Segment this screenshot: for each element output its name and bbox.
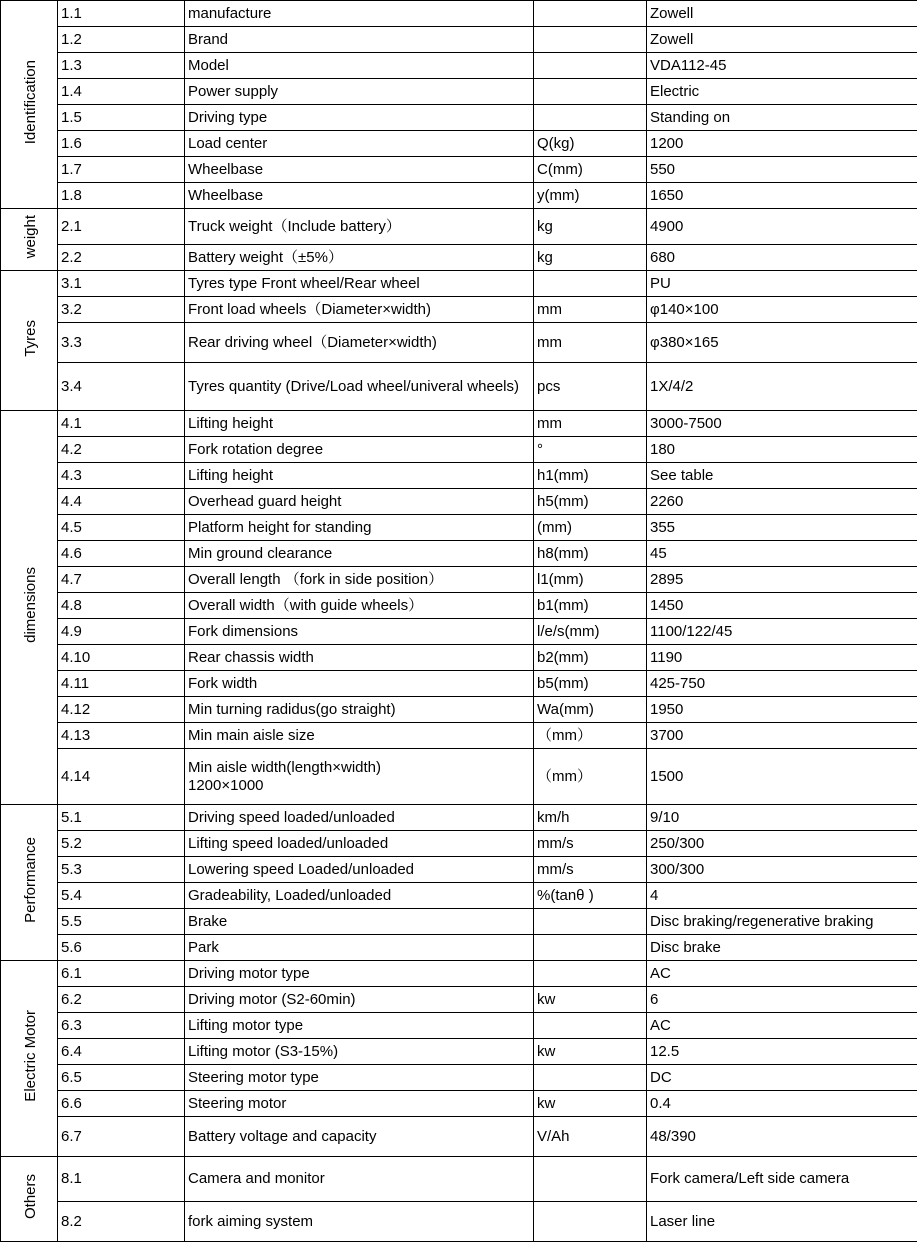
section-label: Others bbox=[21, 1173, 39, 1219]
item-name-cell: Lifting speed loaded/unloaded bbox=[185, 831, 534, 857]
row-number-cell: 3.2 bbox=[58, 297, 185, 323]
item-name-cell: Wheelbase bbox=[185, 183, 534, 209]
item-name-cell: Rear chassis width bbox=[185, 645, 534, 671]
unit-cell: kg bbox=[534, 245, 647, 271]
unit-cell bbox=[534, 53, 647, 79]
value-cell: AC bbox=[647, 961, 917, 987]
section-label: Electric Motor bbox=[21, 1010, 39, 1102]
table-row bbox=[1, 27, 917, 53]
row-number-cell: 4.7 bbox=[58, 567, 185, 593]
table-row bbox=[1, 245, 917, 271]
row-number-cell: 1.8 bbox=[58, 183, 185, 209]
table-row bbox=[1, 697, 917, 723]
value-cell: 12.5 bbox=[647, 1039, 917, 1065]
table-row bbox=[1, 1091, 917, 1117]
row-number-cell: 4.14 bbox=[58, 749, 185, 805]
table-row bbox=[1, 987, 917, 1013]
row-number-cell: 4.13 bbox=[58, 723, 185, 749]
unit-cell bbox=[534, 27, 647, 53]
value-cell: 1500 bbox=[647, 749, 917, 805]
value-cell: VDA112-45 bbox=[647, 53, 917, 79]
section-label-cell bbox=[1, 411, 58, 805]
value-cell: 2895 bbox=[647, 567, 917, 593]
unit-cell: ° bbox=[534, 437, 647, 463]
value-cell: PU bbox=[647, 271, 917, 297]
item-name-cell: Min turning radidus(go straight) bbox=[185, 697, 534, 723]
item-name-cell: Overall length （fork in side position） bbox=[185, 567, 534, 593]
value-cell: Zowell bbox=[647, 27, 917, 53]
item-name-cell: Lowering speed Loaded/unloaded bbox=[185, 857, 534, 883]
item-name-cell: Driving type bbox=[185, 105, 534, 131]
item-name-cell: Fork width bbox=[185, 671, 534, 697]
table-row bbox=[1, 1065, 917, 1091]
table-row bbox=[1, 297, 917, 323]
section-label: Identification bbox=[21, 59, 39, 145]
item-name-cell: Brake bbox=[185, 909, 534, 935]
unit-cell bbox=[534, 1157, 647, 1202]
item-name-cell: Platform height for standing bbox=[185, 515, 534, 541]
value-cell: Fork camera/Left side camera bbox=[647, 1157, 917, 1202]
table-row bbox=[1, 645, 917, 671]
item-name-cell: Driving speed loaded/unloaded bbox=[185, 805, 534, 831]
table-row bbox=[1, 131, 917, 157]
value-cell: 355 bbox=[647, 515, 917, 541]
item-name-cell: Power supply bbox=[185, 79, 534, 105]
unit-cell: b1(mm) bbox=[534, 593, 647, 619]
table-row bbox=[1, 157, 917, 183]
row-number-cell: 6.2 bbox=[58, 987, 185, 1013]
table-row bbox=[1, 909, 917, 935]
unit-cell: h5(mm) bbox=[534, 489, 647, 515]
unit-cell: mm bbox=[534, 411, 647, 437]
row-number-cell: 3.1 bbox=[58, 271, 185, 297]
value-cell: φ380×165 bbox=[647, 323, 917, 363]
item-name-cell: Gradeability, Loaded/unloaded bbox=[185, 883, 534, 909]
item-name-cell: Steering motor type bbox=[185, 1065, 534, 1091]
section-label: Performance bbox=[21, 837, 39, 923]
table-row bbox=[1, 515, 917, 541]
section-label-cell bbox=[1, 271, 58, 411]
item-name-cell: Park bbox=[185, 935, 534, 961]
table-row bbox=[1, 1202, 917, 1242]
unit-cell: kw bbox=[534, 1091, 647, 1117]
row-number-cell: 4.11 bbox=[58, 671, 185, 697]
item-name-cell: Fork rotation degree bbox=[185, 437, 534, 463]
item-name-cell: Tyres type Front wheel/Rear wheel bbox=[185, 271, 534, 297]
unit-cell: kw bbox=[534, 987, 647, 1013]
value-cell: 300/300 bbox=[647, 857, 917, 883]
table-row bbox=[1, 749, 917, 805]
section-label-cell bbox=[1, 1157, 58, 1242]
unit-cell: （mm） bbox=[534, 723, 647, 749]
value-cell: 4900 bbox=[647, 209, 917, 245]
unit-cell bbox=[534, 105, 647, 131]
unit-cell: mm/s bbox=[534, 831, 647, 857]
value-cell: 3000-7500 bbox=[647, 411, 917, 437]
table-row bbox=[1, 323, 917, 363]
row-number-cell: 1.7 bbox=[58, 157, 185, 183]
value-cell: Standing on bbox=[647, 105, 917, 131]
row-number-cell: 8.2 bbox=[58, 1202, 185, 1242]
row-number-cell: 1.6 bbox=[58, 131, 185, 157]
value-cell: 4 bbox=[647, 883, 917, 909]
section-label-cell bbox=[1, 805, 58, 961]
item-name-cell: Brand bbox=[185, 27, 534, 53]
spec-table-body bbox=[1, 1, 917, 1242]
value-cell: Disc braking/regenerative braking bbox=[647, 909, 917, 935]
row-number-cell: 5.5 bbox=[58, 909, 185, 935]
item-name-cell: Min main aisle size bbox=[185, 723, 534, 749]
table-row bbox=[1, 1013, 917, 1039]
table-row bbox=[1, 209, 917, 245]
item-name-cell: manufacture bbox=[185, 1, 534, 27]
table-row bbox=[1, 541, 917, 567]
row-number-cell: 5.2 bbox=[58, 831, 185, 857]
item-name-cell: Camera and monitor bbox=[185, 1157, 534, 1202]
unit-cell bbox=[534, 1013, 647, 1039]
row-number-cell: 3.4 bbox=[58, 363, 185, 411]
item-name-cell: Min ground clearance bbox=[185, 541, 534, 567]
value-cell: 6 bbox=[647, 987, 917, 1013]
unit-cell: h1(mm) bbox=[534, 463, 647, 489]
unit-cell: l/e/s(mm) bbox=[534, 619, 647, 645]
value-cell: 3700 bbox=[647, 723, 917, 749]
unit-cell bbox=[534, 1065, 647, 1091]
table-row bbox=[1, 105, 917, 131]
row-number-cell: 6.5 bbox=[58, 1065, 185, 1091]
unit-cell bbox=[534, 961, 647, 987]
item-name-cell: Battery weight（±5%） bbox=[185, 245, 534, 271]
row-number-cell: 2.2 bbox=[58, 245, 185, 271]
value-cell: 1200 bbox=[647, 131, 917, 157]
row-number-cell: 4.4 bbox=[58, 489, 185, 515]
row-number-cell: 6.6 bbox=[58, 1091, 185, 1117]
row-number-cell: 6.4 bbox=[58, 1039, 185, 1065]
table-row bbox=[1, 883, 917, 909]
unit-cell: C(mm) bbox=[534, 157, 647, 183]
row-number-cell: 4.3 bbox=[58, 463, 185, 489]
table-row bbox=[1, 935, 917, 961]
unit-cell: (mm) bbox=[534, 515, 647, 541]
row-number-cell: 4.10 bbox=[58, 645, 185, 671]
row-number-cell: 5.3 bbox=[58, 857, 185, 883]
row-number-cell: 4.5 bbox=[58, 515, 185, 541]
unit-cell: l1(mm) bbox=[534, 567, 647, 593]
unit-cell: pcs bbox=[534, 363, 647, 411]
table-row bbox=[1, 363, 917, 411]
item-name-cell: Model bbox=[185, 53, 534, 79]
item-name-cell: Lifting motor type bbox=[185, 1013, 534, 1039]
value-cell: 1650 bbox=[647, 183, 917, 209]
section-label-cell bbox=[1, 1, 58, 209]
unit-cell: kg bbox=[534, 209, 647, 245]
unit-cell: h8(mm) bbox=[534, 541, 647, 567]
value-cell: 550 bbox=[647, 157, 917, 183]
table-row bbox=[1, 723, 917, 749]
row-number-cell: 4.1 bbox=[58, 411, 185, 437]
row-number-cell: 1.3 bbox=[58, 53, 185, 79]
row-number-cell: 4.12 bbox=[58, 697, 185, 723]
row-number-cell: 2.1 bbox=[58, 209, 185, 245]
section-label: weight bbox=[21, 215, 39, 259]
item-name-cell: Steering motor bbox=[185, 1091, 534, 1117]
table-row bbox=[1, 489, 917, 515]
table-row bbox=[1, 1039, 917, 1065]
item-name-cell: Lifting height bbox=[185, 463, 534, 489]
value-cell: 0.4 bbox=[647, 1091, 917, 1117]
table-row bbox=[1, 831, 917, 857]
table-row bbox=[1, 671, 917, 697]
row-number-cell: 4.2 bbox=[58, 437, 185, 463]
value-cell: 45 bbox=[647, 541, 917, 567]
item-name-cell: Tyres quantity (Drive/Load wheel/univeral wheels) bbox=[185, 363, 534, 411]
unit-cell: mm bbox=[534, 323, 647, 363]
row-number-cell: 3.3 bbox=[58, 323, 185, 363]
row-number-cell: 4.6 bbox=[58, 541, 185, 567]
table-row bbox=[1, 79, 917, 105]
table-row bbox=[1, 961, 917, 987]
row-number-cell: 8.1 bbox=[58, 1157, 185, 1202]
value-cell: φ140×100 bbox=[647, 297, 917, 323]
unit-cell bbox=[534, 935, 647, 961]
value-cell: 1190 bbox=[647, 645, 917, 671]
row-number-cell: 6.1 bbox=[58, 961, 185, 987]
table-row bbox=[1, 619, 917, 645]
section-label-cell bbox=[1, 209, 58, 271]
value-cell: 48/390 bbox=[647, 1117, 917, 1157]
table-row bbox=[1, 1117, 917, 1157]
unit-cell: mm bbox=[534, 297, 647, 323]
unit-cell bbox=[534, 79, 647, 105]
unit-cell: y(mm) bbox=[534, 183, 647, 209]
value-cell: 425-750 bbox=[647, 671, 917, 697]
table-row bbox=[1, 411, 917, 437]
item-name-cell: Driving motor type bbox=[185, 961, 534, 987]
item-name-cell: Truck weight（Include battery） bbox=[185, 209, 534, 245]
item-name-cell: Min aisle width(length×width) 1200×1000 bbox=[185, 749, 534, 805]
row-number-cell: 1.4 bbox=[58, 79, 185, 105]
value-cell: 680 bbox=[647, 245, 917, 271]
unit-cell bbox=[534, 1202, 647, 1242]
value-cell: 180 bbox=[647, 437, 917, 463]
item-name-cell: Driving motor (S2-60min) bbox=[185, 987, 534, 1013]
unit-cell: b5(mm) bbox=[534, 671, 647, 697]
row-number-cell: 1.2 bbox=[58, 27, 185, 53]
value-cell: AC bbox=[647, 1013, 917, 1039]
unit-cell: kw bbox=[534, 1039, 647, 1065]
value-cell: 2260 bbox=[647, 489, 917, 515]
value-cell: Laser line bbox=[647, 1202, 917, 1242]
table-row bbox=[1, 593, 917, 619]
section-label: dimensions bbox=[21, 567, 39, 643]
item-name-cell: fork aiming system bbox=[185, 1202, 534, 1242]
item-name-cell: Rear driving wheel（Diameter×width) bbox=[185, 323, 534, 363]
unit-cell: V/Ah bbox=[534, 1117, 647, 1157]
unit-cell bbox=[534, 1, 647, 27]
row-number-cell: 5.1 bbox=[58, 805, 185, 831]
section-label: Tyres bbox=[21, 319, 39, 357]
table-row bbox=[1, 271, 917, 297]
unit-cell: km/h bbox=[534, 805, 647, 831]
item-name-cell: Lifting motor (S3-15%) bbox=[185, 1039, 534, 1065]
item-name-cell: Wheelbase bbox=[185, 157, 534, 183]
row-number-cell: 6.3 bbox=[58, 1013, 185, 1039]
unit-cell: mm/s bbox=[534, 857, 647, 883]
row-number-cell: 6.7 bbox=[58, 1117, 185, 1157]
value-cell: Electric bbox=[647, 79, 917, 105]
item-name-cell: Battery voltage and capacity bbox=[185, 1117, 534, 1157]
item-name-cell: Front load wheels（Diameter×width) bbox=[185, 297, 534, 323]
row-number-cell: 1.1 bbox=[58, 1, 185, 27]
value-cell: 1950 bbox=[647, 697, 917, 723]
table-row bbox=[1, 857, 917, 883]
row-number-cell: 1.5 bbox=[58, 105, 185, 131]
row-number-cell: 4.9 bbox=[58, 619, 185, 645]
unit-cell bbox=[534, 271, 647, 297]
value-cell: Disc brake bbox=[647, 935, 917, 961]
item-name-cell: Lifting height bbox=[185, 411, 534, 437]
value-cell: 9/10 bbox=[647, 805, 917, 831]
value-cell: DC bbox=[647, 1065, 917, 1091]
row-number-cell: 5.6 bbox=[58, 935, 185, 961]
unit-cell: （mm） bbox=[534, 749, 647, 805]
table-row bbox=[1, 567, 917, 593]
table-row bbox=[1, 437, 917, 463]
unit-cell: Wa(mm) bbox=[534, 697, 647, 723]
row-number-cell: 5.4 bbox=[58, 883, 185, 909]
item-name-cell: Overall width（with guide wheels） bbox=[185, 593, 534, 619]
table-row bbox=[1, 183, 917, 209]
value-cell: Zowell bbox=[647, 1, 917, 27]
table-row bbox=[1, 53, 917, 79]
section-label-cell bbox=[1, 961, 58, 1157]
unit-cell: b2(mm) bbox=[534, 645, 647, 671]
value-cell: 1X/4/2 bbox=[647, 363, 917, 411]
table-row bbox=[1, 463, 917, 489]
value-cell: 1450 bbox=[647, 593, 917, 619]
value-cell: 1100/122/45 bbox=[647, 619, 917, 645]
unit-cell bbox=[534, 909, 647, 935]
table-row bbox=[1, 1157, 917, 1202]
row-number-cell: 4.8 bbox=[58, 593, 185, 619]
item-name-cell: Load center bbox=[185, 131, 534, 157]
unit-cell: Q(kg) bbox=[534, 131, 647, 157]
item-name-cell: Overhead guard height bbox=[185, 489, 534, 515]
value-cell: 250/300 bbox=[647, 831, 917, 857]
item-name-cell: Fork dimensions bbox=[185, 619, 534, 645]
value-cell: See table bbox=[647, 463, 917, 489]
table-row bbox=[1, 1, 917, 27]
unit-cell: %(tanθ ) bbox=[534, 883, 647, 909]
table-row bbox=[1, 805, 917, 831]
